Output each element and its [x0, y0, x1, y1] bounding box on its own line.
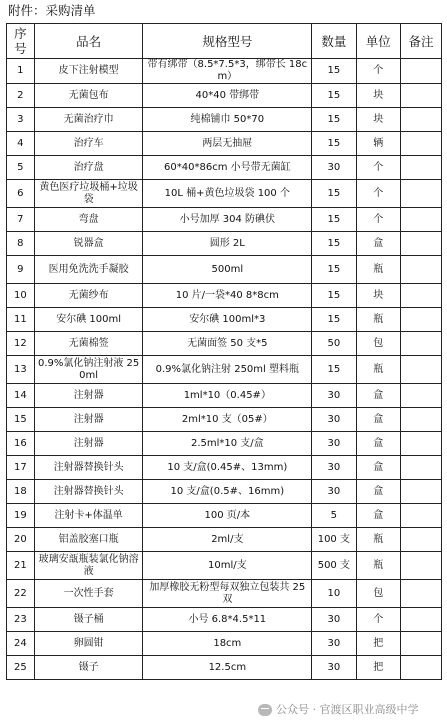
- cell-no: 20: [7, 528, 35, 552]
- cell-name: 玻璃安瓿瓶装氯化钠溶液: [34, 552, 143, 580]
- cell-name: 锐器盒: [34, 232, 143, 256]
- cell-unit: 个: [356, 180, 400, 208]
- cell-unit: 个: [356, 156, 400, 180]
- cell-note: [400, 356, 441, 384]
- cell-name: 一次性手套: [34, 580, 143, 608]
- cell-unit: 包: [356, 580, 400, 608]
- cell-spec: 10L 桶+黄色垃圾袋 100 个: [143, 180, 312, 208]
- cell-qty: 30: [312, 156, 356, 180]
- watermark: [252, 700, 425, 719]
- cell-name: 黄色医疗垃圾桶+垃圾袋: [34, 180, 143, 208]
- cell-no: 12: [7, 332, 35, 356]
- cell-name: 安尔碘 100ml: [34, 308, 143, 332]
- cell-qty: 30: [312, 656, 356, 680]
- cell-unit: 个: [356, 608, 400, 632]
- cell-no: 7: [7, 208, 35, 232]
- table-row: [7, 208, 442, 232]
- cell-name: 医用免洗洗手凝胶: [34, 256, 143, 284]
- cell-name: 弯盘: [34, 208, 143, 232]
- cell-note: [400, 132, 441, 156]
- header-no: 序号: [7, 24, 35, 59]
- cell-note: [400, 656, 441, 680]
- cell-unit: 包: [356, 332, 400, 356]
- cell-no: 4: [7, 132, 35, 156]
- table-row: [7, 232, 442, 256]
- cell-unit: 瓶: [356, 552, 400, 580]
- cell-unit: 瓶: [356, 256, 400, 284]
- cell-spec: 圆形 2L: [143, 232, 312, 256]
- cell-name: 无菌纱布: [34, 284, 143, 308]
- cell-qty: 30: [312, 456, 356, 480]
- cell-qty: 15: [312, 284, 356, 308]
- cell-no: 25: [7, 656, 35, 680]
- cell-no: 5: [7, 156, 35, 180]
- cell-no: 18: [7, 480, 35, 504]
- cell-spec: 10ml/支: [143, 552, 312, 580]
- table-row: [7, 552, 442, 580]
- cell-unit: 个: [356, 59, 400, 84]
- cell-note: [400, 384, 441, 408]
- cell-no: 23: [7, 608, 35, 632]
- cell-unit: 把: [356, 656, 400, 680]
- cell-unit: 盒: [356, 232, 400, 256]
- cell-note: [400, 180, 441, 208]
- cell-name: 注射器替换针头: [34, 456, 143, 480]
- cell-qty: 15: [312, 84, 356, 108]
- cell-qty: 15: [312, 308, 356, 332]
- cell-qty: 15: [312, 256, 356, 284]
- cell-unit: 块: [356, 108, 400, 132]
- table-row: [7, 408, 442, 432]
- cell-name: 0.9%氯化钠注射液 250ml: [34, 356, 143, 384]
- cell-qty: 30: [312, 608, 356, 632]
- procurement-table: [6, 23, 442, 680]
- header-qty: 数量: [312, 24, 356, 59]
- header-spec: 规格型号: [143, 24, 312, 59]
- cell-spec: 两层无抽屉: [143, 132, 312, 156]
- table-row: [7, 504, 442, 528]
- cell-name: 镊子桶: [34, 608, 143, 632]
- cell-note: [400, 59, 441, 84]
- cell-spec: 18cm: [143, 632, 312, 656]
- table-row: [7, 480, 442, 504]
- table-row: [7, 84, 442, 108]
- cell-unit: 块: [356, 84, 400, 108]
- cell-unit: 瓶: [356, 308, 400, 332]
- cell-no: 8: [7, 232, 35, 256]
- cell-spec: 带有绑带（8.5*7.5*3，绑带长 18cm）: [143, 59, 312, 84]
- cell-name: 铝盖胶塞口瓶: [34, 528, 143, 552]
- table-row: [7, 332, 442, 356]
- table-row: [7, 608, 442, 632]
- cell-unit: 盒: [356, 456, 400, 480]
- cell-note: [400, 632, 441, 656]
- cell-no: 21: [7, 552, 35, 580]
- cell-unit: 盒: [356, 432, 400, 456]
- cell-spec: 2ml/支: [143, 528, 312, 552]
- cell-name: 注射器: [34, 432, 143, 456]
- cell-spec: 1ml*10（0.45#）: [143, 384, 312, 408]
- cell-no: 14: [7, 384, 35, 408]
- cell-qty: 15: [312, 59, 356, 84]
- cell-note: [400, 156, 441, 180]
- cell-note: [400, 408, 441, 432]
- table-row: [7, 528, 442, 552]
- cell-no: 11: [7, 308, 35, 332]
- cell-note: [400, 84, 441, 108]
- cell-name: 治疗盘: [34, 156, 143, 180]
- cell-note: [400, 208, 441, 232]
- cell-unit: 个: [356, 208, 400, 232]
- cell-no: 10: [7, 284, 35, 308]
- table-row: [7, 256, 442, 284]
- cell-spec: 500ml: [143, 256, 312, 284]
- cell-unit: 辆: [356, 132, 400, 156]
- cell-qty: 30: [312, 632, 356, 656]
- header-row: [7, 24, 442, 59]
- cell-note: [400, 332, 441, 356]
- cell-note: [400, 108, 441, 132]
- cell-spec: 纯棉铺巾 50*70: [143, 108, 312, 132]
- cell-qty: 30: [312, 384, 356, 408]
- cell-unit: 瓶: [356, 528, 400, 552]
- cell-note: [400, 580, 441, 608]
- cell-spec: 10 支/盒(0.45#、13mm): [143, 456, 312, 480]
- cell-note: [400, 256, 441, 284]
- cell-unit: 块: [356, 284, 400, 308]
- cell-qty: 15: [312, 180, 356, 208]
- cell-spec: 加厚橡胶无粉型每双独立包装共 25 双: [143, 580, 312, 608]
- cell-spec: 无菌面签 50 支*5: [143, 332, 312, 356]
- cell-unit: 瓶: [356, 356, 400, 384]
- cell-no: 19: [7, 504, 35, 528]
- cell-name: 注射卡+体温单: [34, 504, 143, 528]
- table-row: [7, 156, 442, 180]
- cell-note: [400, 504, 441, 528]
- cell-spec: 100 页/本: [143, 504, 312, 528]
- cell-name: 注射器: [34, 408, 143, 432]
- cell-no: 9: [7, 256, 35, 284]
- cell-no: 17: [7, 456, 35, 480]
- cell-spec: 小号 6.8*4.5*11: [143, 608, 312, 632]
- cell-no: 1: [7, 59, 35, 84]
- table-row: [7, 180, 442, 208]
- cell-qty: 500 支: [312, 552, 356, 580]
- cell-note: [400, 232, 441, 256]
- cell-qty: 5: [312, 504, 356, 528]
- cell-name: 无菌治疗巾: [34, 108, 143, 132]
- cell-note: [400, 308, 441, 332]
- cell-spec: 10 片/一袋*40 8*8cm: [143, 284, 312, 308]
- table-row: [7, 632, 442, 656]
- cell-no: 6: [7, 180, 35, 208]
- cell-spec: 60*40*86cm 小号带无菌缸: [143, 156, 312, 180]
- cell-qty: 15: [312, 208, 356, 232]
- table-row: [7, 384, 442, 408]
- cell-qty: 15: [312, 108, 356, 132]
- cell-spec: 0.9%氯化钠注射 250ml 塑料瓶: [143, 356, 312, 384]
- table-row: [7, 456, 442, 480]
- cell-name: 无菌包布: [34, 84, 143, 108]
- cell-spec: 40*40 带绑带: [143, 84, 312, 108]
- cell-spec: 10 支/盒(0.5#、16mm): [143, 480, 312, 504]
- cell-name: 皮下注射模型: [34, 59, 143, 84]
- cell-qty: 100 支: [312, 528, 356, 552]
- table-row: [7, 308, 442, 332]
- table-row: [7, 132, 442, 156]
- table-row: [7, 356, 442, 384]
- cell-qty: 30: [312, 432, 356, 456]
- cell-spec: 2ml*10 支（05#）: [143, 408, 312, 432]
- header-note: 备注: [400, 24, 441, 59]
- table-body: [7, 59, 442, 680]
- table-row: [7, 432, 442, 456]
- cell-unit: 盒: [356, 504, 400, 528]
- cell-no: 16: [7, 432, 35, 456]
- cell-note: [400, 480, 441, 504]
- cell-note: [400, 528, 441, 552]
- cell-unit: 盒: [356, 408, 400, 432]
- cell-no: 3: [7, 108, 35, 132]
- wechat-icon: [258, 704, 272, 716]
- cell-spec: 2.5ml*10 支/盒: [143, 432, 312, 456]
- cell-spec: 小号加厚 304 防碘伏: [143, 208, 312, 232]
- document-title: 附件：采购清单: [8, 3, 96, 18]
- cell-name: 镊子: [34, 656, 143, 680]
- cell-unit: 把: [356, 632, 400, 656]
- cell-no: 15: [7, 408, 35, 432]
- cell-spec: 12.5cm: [143, 656, 312, 680]
- cell-qty: 30: [312, 408, 356, 432]
- cell-no: 2: [7, 84, 35, 108]
- cell-qty: 15: [312, 232, 356, 256]
- table-row: [7, 59, 442, 84]
- cell-note: [400, 608, 441, 632]
- cell-spec: 安尔碘 100ml*3: [143, 308, 312, 332]
- cell-name: 注射器: [34, 384, 143, 408]
- cell-qty: 10: [312, 580, 356, 608]
- cell-name: 无菌棉签: [34, 332, 143, 356]
- cell-name: 卵圆钳: [34, 632, 143, 656]
- table-row: [7, 656, 442, 680]
- cell-unit: 盒: [356, 480, 400, 504]
- cell-no: 22: [7, 580, 35, 608]
- cell-no: 24: [7, 632, 35, 656]
- watermark-text: 公众号 · 官渡区职业高级中学: [276, 703, 419, 716]
- header-unit: 单位: [356, 24, 400, 59]
- cell-name: 注射器替换针头: [34, 480, 143, 504]
- cell-note: [400, 284, 441, 308]
- cell-no: 13: [7, 356, 35, 384]
- table-row: [7, 108, 442, 132]
- cell-note: [400, 432, 441, 456]
- cell-note: [400, 552, 441, 580]
- header-name: 品名: [34, 24, 143, 59]
- table-row: [7, 284, 442, 308]
- table-row: [7, 580, 442, 608]
- cell-qty: 30: [312, 480, 356, 504]
- cell-note: [400, 456, 441, 480]
- cell-qty: 15: [312, 132, 356, 156]
- cell-qty: 50: [312, 332, 356, 356]
- cell-qty: 15: [312, 356, 356, 384]
- cell-name: 治疗车: [34, 132, 143, 156]
- cell-unit: 盒: [356, 384, 400, 408]
